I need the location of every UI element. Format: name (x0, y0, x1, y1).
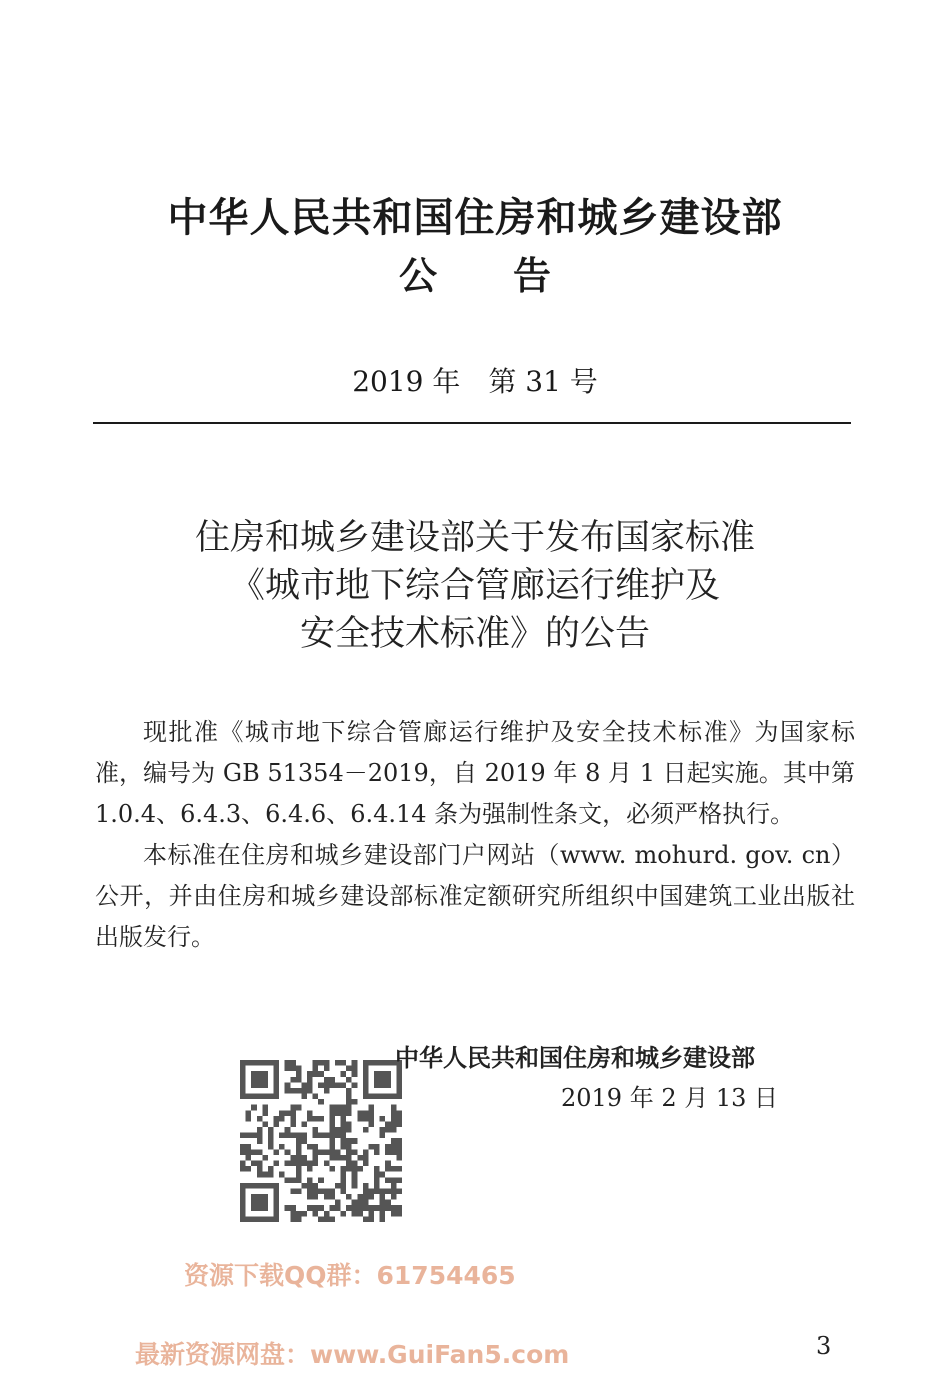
issuer-name: 中华人民共和国住房和城乡建设部 (395, 1044, 755, 1072)
issue-number: 2019 年 第 31 号 (352, 365, 598, 398)
notice-heading (0, 514, 950, 658)
notice-heading-line-2: 《城市地下综合管廊运行维护及 (229, 566, 720, 606)
qr-code-icon (240, 1060, 402, 1222)
body-paragraph-approval: 现批准《城市地下综合管廊运行维护及安全技术标准》为国家标准，编号为 GB 51354－2019，自 2019 年 8 月 1 日起实施。其中第 1.0.4、6.4.3、6.4.6、6.4.14 条为强制性条文，必须严格执行。 (95, 718, 855, 828)
issue-date: 2019 年 2 月 13 日 (561, 1084, 779, 1112)
watermark-qq-group: 资源下载QQ群：61754465 (184, 1261, 516, 1290)
notice-heading-line-1: 住房和城乡建设部关于发布国家标准 (194, 518, 755, 558)
notice-body (95, 712, 855, 958)
watermark-website: 最新资源网盘：www.GuiFan5.com (135, 1340, 570, 1369)
page-number: 3 (816, 1332, 832, 1360)
notice-heading-line-3: 安全技术标准》的公告 (299, 614, 650, 654)
announcement-title: 公 告 (398, 254, 551, 298)
body-paragraph-publication: 本标准在住房和城乡建设部门户网站（www. mohurd. gov. cn）公开，并由住房和城乡建设部标准定额研究所组织中国建筑工业出版社出版发行。 (95, 841, 855, 951)
ministry-title: 中华人民共和国住房和城乡建设部 (167, 195, 783, 241)
header-separator (93, 422, 851, 424)
